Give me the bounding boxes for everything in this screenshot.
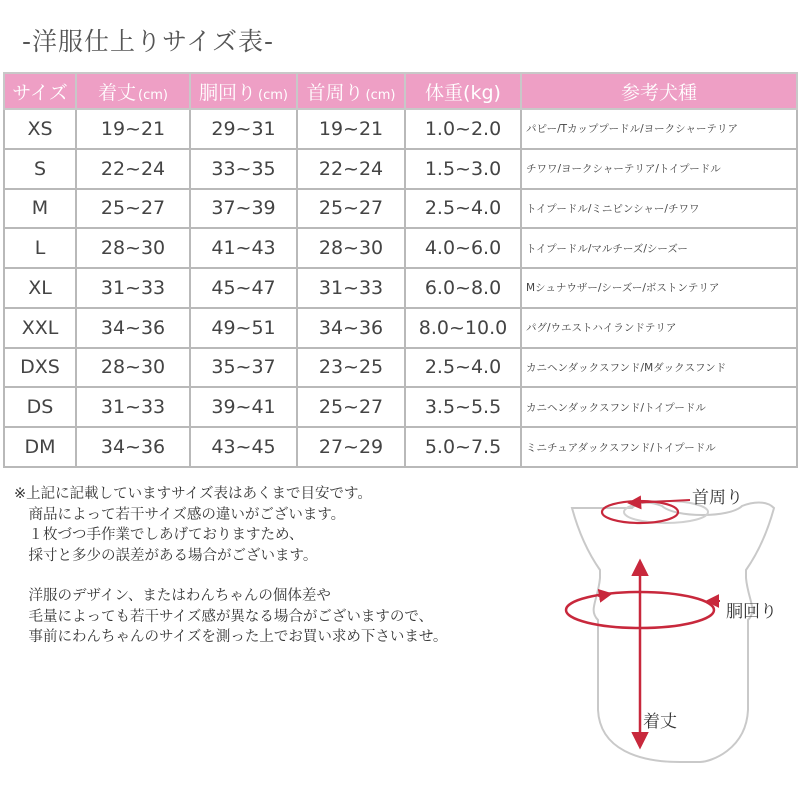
cell-neck: 34~36 [297, 308, 405, 348]
cell-length: 19~21 [76, 109, 190, 149]
cell-chest: 41~43 [190, 228, 297, 268]
table-row [4, 427, 797, 467]
header-length: 着丈 (cm) [76, 73, 190, 109]
cell-size: M [4, 189, 76, 229]
cell-breed: カニヘンダックスフンド/トイプードル [521, 387, 797, 427]
cell-weight: 4.0~6.0 [405, 228, 521, 268]
cell-chest: 45~47 [190, 268, 297, 308]
table-row [4, 348, 797, 388]
header-breed: 参考犬種 [521, 73, 797, 109]
cell-chest: 37~39 [190, 189, 297, 229]
cell-neck: 22~24 [297, 149, 405, 189]
cell-weight: 5.0~7.5 [405, 427, 521, 467]
cell-chest: 33~35 [190, 149, 297, 189]
cell-breed: トイプードル/ミニピンシャー/チワワ [521, 189, 797, 229]
note-line: ※上記に記載していますサイズ表はあくまで目安です。 [14, 486, 372, 502]
cell-size: L [4, 228, 76, 268]
header-chest: 胴回り (cm) [190, 73, 297, 109]
cell-breed: トイプードル/マルチーズ/シーズー [521, 228, 797, 268]
note-line: １枚づつ手作業でしあげておりますため、 [14, 527, 304, 543]
header-weight: 体重(kg) [405, 73, 521, 109]
cell-size: XXL [4, 308, 76, 348]
cell-neck: 31~33 [297, 268, 405, 308]
cell-chest: 49~51 [190, 308, 297, 348]
table-row [4, 268, 797, 308]
cell-neck: 27~29 [297, 427, 405, 467]
cell-breed: ミニチュアダックスフンド/トイプードル [521, 427, 797, 467]
notes-block [14, 484, 447, 648]
cell-size: XS [4, 109, 76, 149]
table-row [4, 189, 797, 229]
cell-length: 25~27 [76, 189, 190, 229]
cell-length: 34~36 [76, 308, 190, 348]
note-line: 採寸と多少の誤差がある場合がございます。 [14, 547, 318, 564]
cell-size: DM [4, 427, 76, 467]
size-table [3, 72, 798, 468]
cell-size: S [4, 149, 76, 189]
cell-weight: 1.5~3.0 [405, 149, 521, 189]
cell-weight: 2.5~4.0 [405, 348, 521, 388]
table-row [4, 387, 797, 427]
cell-weight: 8.0~10.0 [405, 308, 521, 348]
cell-weight: 6.0~8.0 [405, 268, 521, 308]
table-row [4, 109, 797, 149]
table-row [4, 149, 797, 189]
cell-size: DXS [4, 348, 76, 388]
note-line: 洋服のデザイン、またはわんちゃんの個体差や [14, 588, 331, 604]
note-line: 毛量によっても若干サイズ感が異なる場合がございますので、 [14, 608, 434, 625]
length-label: 着丈 [643, 712, 677, 732]
cell-neck: 19~21 [297, 109, 405, 149]
cell-breed: パピー/Tカッププードル/ヨークシャーテリア [521, 109, 797, 149]
table-header-row [4, 73, 797, 109]
cell-neck: 25~27 [297, 189, 405, 229]
neck-label: 首周り [692, 488, 743, 508]
table-row [4, 228, 797, 268]
cell-breed: チワワ/ヨークシャーテリア/トイプードル [521, 149, 797, 189]
header-size: サイズ [4, 73, 76, 109]
cell-length: 22~24 [76, 149, 190, 189]
cell-length: 28~30 [76, 228, 190, 268]
cell-chest: 43~45 [190, 427, 297, 467]
header-neck: 首周り (cm) [297, 73, 405, 109]
cell-length: 34~36 [76, 427, 190, 467]
cell-length: 31~33 [76, 387, 190, 427]
cell-breed: パグ/ウエストハイランドテリア [521, 308, 797, 348]
cell-chest: 39~41 [190, 387, 297, 427]
cell-neck: 28~30 [297, 228, 405, 268]
cell-size: XL [4, 268, 76, 308]
note-line: 商品によって若干サイズ感の違いがございます。 [14, 506, 346, 523]
cell-length: 28~30 [76, 348, 190, 388]
page-title: -洋服仕上りサイズ表- [22, 27, 275, 56]
cell-neck: 23~25 [297, 348, 405, 388]
cell-length: 31~33 [76, 268, 190, 308]
cell-neck: 25~27 [297, 387, 405, 427]
note-line: 事前にわんちゃんのサイズを測った上でお買い求め下さいませ。 [14, 629, 448, 645]
cell-weight: 1.0~2.0 [405, 109, 521, 149]
cell-breed: カニヘンダックスフンド/Mダックスフンド [521, 348, 797, 388]
cell-chest: 29~31 [190, 109, 297, 149]
cell-weight: 2.5~4.0 [405, 189, 521, 229]
cell-weight: 3.5~5.5 [405, 387, 521, 427]
chest-label: 胴回り [726, 602, 777, 622]
cell-size: DS [4, 387, 76, 427]
cell-breed: Mシュナウザー/シーズー/ボストンテリア [521, 268, 797, 308]
cell-chest: 35~37 [190, 348, 297, 388]
table-row [4, 308, 797, 348]
